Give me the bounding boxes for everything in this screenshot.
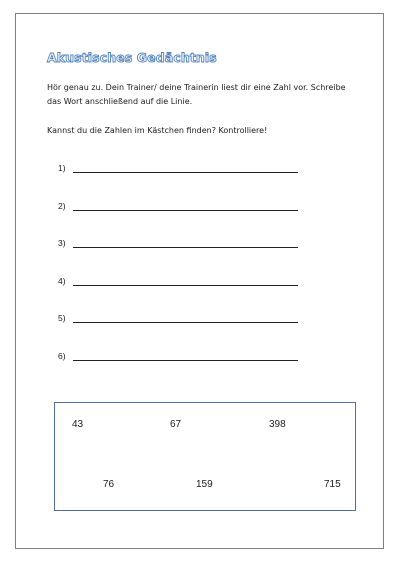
number-box (54, 402, 356, 511)
answer-row-1 (58, 162, 308, 200)
answer-row-6 (58, 350, 308, 388)
answer-number-2: 2) (58, 200, 66, 211)
number-item: 43 (72, 419, 84, 430)
worksheet-title: Akustisches Gedächtnis (47, 50, 217, 65)
answer-line-4[interactable] (73, 275, 298, 286)
number-item: 398 (269, 419, 286, 430)
answer-row-4 (58, 275, 308, 313)
instruction-listen: Hör genau zu. Dein Trainer/ deine Trainerin liest dir eine Zahl vor. Schreibe das Wort anschließend auf die Linie. (47, 83, 346, 106)
answer-line-2[interactable] (73, 200, 298, 211)
answer-list (58, 162, 308, 387)
answer-row-2 (58, 200, 308, 238)
answer-number-3: 3) (58, 238, 66, 248)
answer-number-4: 4) (58, 275, 66, 286)
answer-line-1[interactable] (73, 162, 298, 173)
answer-number-1: 1) (58, 163, 66, 173)
number-item: 159 (196, 479, 213, 490)
answer-line-6[interactable] (73, 350, 298, 361)
answer-number-5: 5) (58, 313, 66, 323)
answer-row-5 (58, 312, 308, 350)
answer-number-6: 6) (58, 350, 66, 361)
number-item: 715 (324, 479, 341, 490)
answer-line-5[interactable] (73, 312, 298, 323)
instruction-find-numbers: Kannst du die Zahlen im Kästchen finden? Kontrolliere! (47, 126, 268, 135)
number-item: 67 (170, 419, 182, 430)
answer-line-3[interactable] (73, 237, 298, 248)
number-item: 76 (103, 479, 115, 490)
answer-row-3 (58, 237, 308, 275)
